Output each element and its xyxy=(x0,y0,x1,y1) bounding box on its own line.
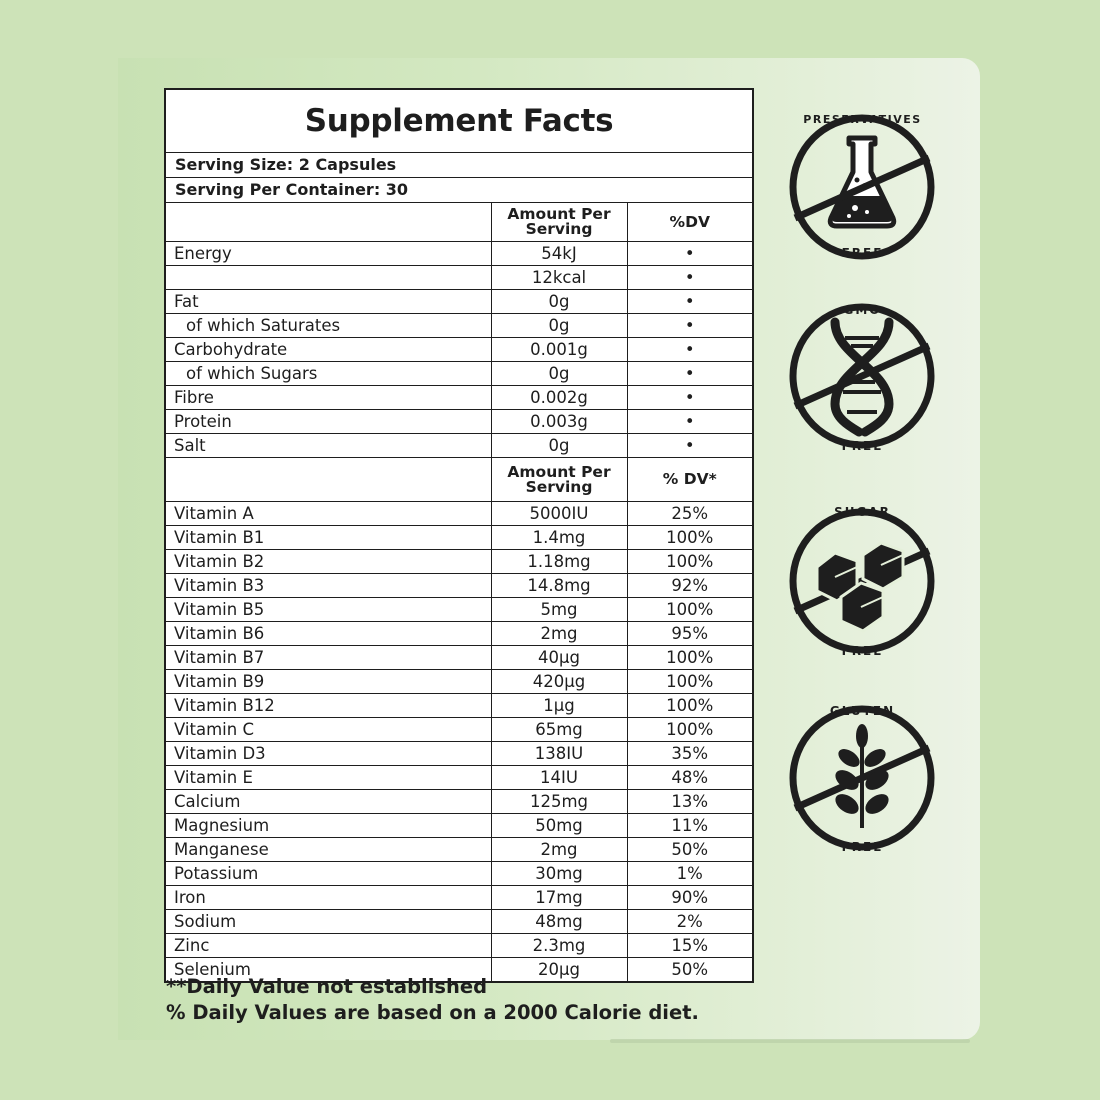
badge-bottom-label: FREE xyxy=(841,439,884,453)
table-row xyxy=(166,742,752,766)
nutrient-name-cell: Salt xyxy=(166,434,491,458)
nutrient-name-cell: Iron xyxy=(166,886,491,910)
badge-top-label: PRESERVATIVES xyxy=(803,113,922,126)
badge-top-label: SUGAR xyxy=(834,505,891,519)
table-row xyxy=(166,598,752,622)
serving-size: Serving Size: 2 Capsules xyxy=(166,153,752,178)
table-row xyxy=(166,862,752,886)
nutrient-name-cell: Selenium xyxy=(174,960,251,979)
nutrient-name-cell: Vitamin B7 xyxy=(166,646,491,670)
amount-cell: 2.3mg xyxy=(491,934,627,958)
dv-cell: 100% xyxy=(627,646,752,670)
facts-title: Supplement Facts xyxy=(166,90,752,153)
table-row xyxy=(166,670,752,694)
amount-cell: 2mg xyxy=(491,838,627,862)
amount-cell: 0.003g xyxy=(491,410,627,434)
dv-cell: 100% xyxy=(627,694,752,718)
nutrient-name-cell: Fat xyxy=(166,290,491,314)
dv-cell: 95% xyxy=(627,622,752,646)
badge-bottom-label: FREE xyxy=(841,644,884,658)
badge-top-label: GLUTEN xyxy=(829,704,896,718)
dv-cell: 92% xyxy=(627,574,752,598)
table-row xyxy=(166,766,752,790)
nutrient-name-cell: Fibre xyxy=(166,386,491,410)
amount-cell: 0g xyxy=(491,434,627,458)
footnote-dv-not-established: **Daily Value not established xyxy=(166,975,488,998)
dv-cell: 15% xyxy=(627,934,752,958)
amount-cell: 1.18mg xyxy=(491,550,627,574)
dv-cell: • xyxy=(627,338,752,362)
nutrient-name-cell: of which Sugars xyxy=(166,362,491,386)
dv-cell: • xyxy=(627,314,752,338)
amount-cell: 0.001g xyxy=(491,338,627,362)
dv-cell: • xyxy=(627,242,752,266)
nutrient-name-cell: Vitamin B6 xyxy=(166,622,491,646)
table-row xyxy=(166,790,752,814)
table-row xyxy=(166,314,752,338)
table-row xyxy=(166,290,752,314)
dv-cell: 13% xyxy=(627,790,752,814)
nutrient-name-cell: Vitamin E xyxy=(166,766,491,790)
table-row xyxy=(166,242,752,266)
nutrient-name-cell: Manganese xyxy=(166,838,491,862)
amount-cell: 65mg xyxy=(491,718,627,742)
sugar-cubes-icon xyxy=(785,505,940,665)
amount-cell: 40µg xyxy=(491,646,627,670)
table-row xyxy=(166,886,752,910)
table-row xyxy=(166,526,752,550)
amount-cell: 138IU xyxy=(491,742,627,766)
amount-cell: 5mg xyxy=(491,598,627,622)
amount-cell: 0g xyxy=(491,314,627,338)
dv-cell: 50% xyxy=(627,838,752,862)
amount-cell: 420µg xyxy=(491,670,627,694)
table-row xyxy=(166,622,752,646)
nutrient-name-cell: Potassium xyxy=(166,862,491,886)
nutrient-name-cell: Vitamin B9 xyxy=(166,670,491,694)
dv-cell: 1% xyxy=(627,862,752,886)
badge-top-label: GMO xyxy=(843,303,882,317)
dv-cell: 90% xyxy=(627,886,752,910)
header-blank-cell xyxy=(166,203,491,242)
header-blank-cell xyxy=(166,458,491,502)
supplement-facts-panel xyxy=(164,88,754,983)
dv-cell: 100% xyxy=(627,718,752,742)
dv-cell: 100% xyxy=(627,598,752,622)
amount-cell: 2mg xyxy=(491,622,627,646)
nutrient-name-cell: Vitamin A xyxy=(166,502,491,526)
amount-cell: 54kJ xyxy=(491,242,627,266)
amount-cell: 17mg xyxy=(491,886,627,910)
amount-cell: 30mg xyxy=(491,862,627,886)
amount-cell: 1.4mg xyxy=(491,526,627,550)
table-row xyxy=(166,574,752,598)
dv-cell: 100% xyxy=(627,670,752,694)
amount-cell: 20µg xyxy=(491,958,627,982)
dna-icon xyxy=(785,300,940,460)
facts-table xyxy=(166,203,752,981)
nutrient-name-cell: Protein xyxy=(166,410,491,434)
table-row xyxy=(166,718,752,742)
amount-cell: 48mg xyxy=(491,910,627,934)
dv-cell: 100% xyxy=(627,526,752,550)
preservatives-free-badge xyxy=(785,100,940,260)
footnotes xyxy=(166,974,766,1026)
dv-cell: 25% xyxy=(627,502,752,526)
table-row xyxy=(166,266,752,290)
amount-header: Amount Per Serving xyxy=(491,458,627,502)
dv-cell: 48% xyxy=(627,766,752,790)
gmo-free-badge xyxy=(785,300,940,460)
amount-cell: 0g xyxy=(491,362,627,386)
dv-header: %DV xyxy=(627,203,752,242)
nutrient-name-cell: Zinc xyxy=(166,934,491,958)
amount-cell: 0.002g xyxy=(491,386,627,410)
nutrient-name-cell: Vitamin B3 xyxy=(166,574,491,598)
nutrient-name-cell: of which Saturates xyxy=(166,314,491,338)
dv-cell: • xyxy=(627,386,752,410)
amount-cell: 12kcal xyxy=(491,266,627,290)
dv-cell: • xyxy=(627,266,752,290)
table-row xyxy=(166,838,752,862)
sugar-free-badge xyxy=(785,505,940,665)
badge-bottom-label: FREE xyxy=(841,246,884,260)
dv-cell: • xyxy=(627,410,752,434)
table-row xyxy=(166,362,752,386)
nutrient-name-cell: Vitamin D3 xyxy=(166,742,491,766)
amount-cell: 14IU xyxy=(491,766,627,790)
nutrient-name-cell: Sodium xyxy=(166,910,491,934)
table-row xyxy=(166,410,752,434)
dv-cell: 35% xyxy=(627,742,752,766)
table-row xyxy=(166,338,752,362)
nutrient-name-cell: Vitamin C xyxy=(166,718,491,742)
table-row xyxy=(166,646,752,670)
table-row xyxy=(166,386,752,410)
nutrient-name-cell xyxy=(166,266,491,290)
dv-cell: • xyxy=(627,434,752,458)
dv-cell: • xyxy=(627,290,752,314)
table-header-row xyxy=(166,458,752,502)
nutrient-name-cell: Vitamin B12 xyxy=(166,694,491,718)
table-row xyxy=(166,434,752,458)
badge-bottom-label: FREE xyxy=(841,840,884,854)
amount-cell: 0g xyxy=(491,290,627,314)
gluten-free-badge xyxy=(785,700,940,860)
amount-cell: 50mg xyxy=(491,814,627,838)
nutrient-name-cell: Calcium xyxy=(166,790,491,814)
amount-header: Amount Per Serving xyxy=(491,203,627,242)
dv-header: % DV* xyxy=(627,458,752,502)
amount-cell: 5000IU xyxy=(491,502,627,526)
table-row xyxy=(166,934,752,958)
nutrient-name-cell: Carbohydrate xyxy=(166,338,491,362)
amount-cell: 14.8mg xyxy=(491,574,627,598)
footnote-calorie-basis: % Daily Values are based on a 2000 Calorie diet. xyxy=(166,1001,699,1024)
table-row xyxy=(166,502,752,526)
dv-cell: 100% xyxy=(627,550,752,574)
nutrient-name-cell: Vitamin B2 xyxy=(166,550,491,574)
dv-cell: 50% xyxy=(627,958,752,982)
table-row xyxy=(166,910,752,934)
nutrient-name-cell: Vitamin B1 xyxy=(166,526,491,550)
table-row xyxy=(166,814,752,838)
servings-per-container: Serving Per Container: 30 xyxy=(166,178,752,203)
table-row xyxy=(166,550,752,574)
amount-cell: 125mg xyxy=(491,790,627,814)
nutrient-name-cell: Vitamin B5 xyxy=(166,598,491,622)
dv-cell: 2% xyxy=(627,910,752,934)
nutrient-name-cell: Energy xyxy=(166,242,491,266)
table-row xyxy=(166,694,752,718)
card-shadow xyxy=(610,1039,970,1043)
dv-cell: 11% xyxy=(627,814,752,838)
amount-cell: 1µg xyxy=(491,694,627,718)
wheat-icon xyxy=(785,700,940,860)
dv-cell: • xyxy=(627,362,752,386)
table-header-row xyxy=(166,203,752,242)
nutrient-name-cell: Magnesium xyxy=(166,814,491,838)
